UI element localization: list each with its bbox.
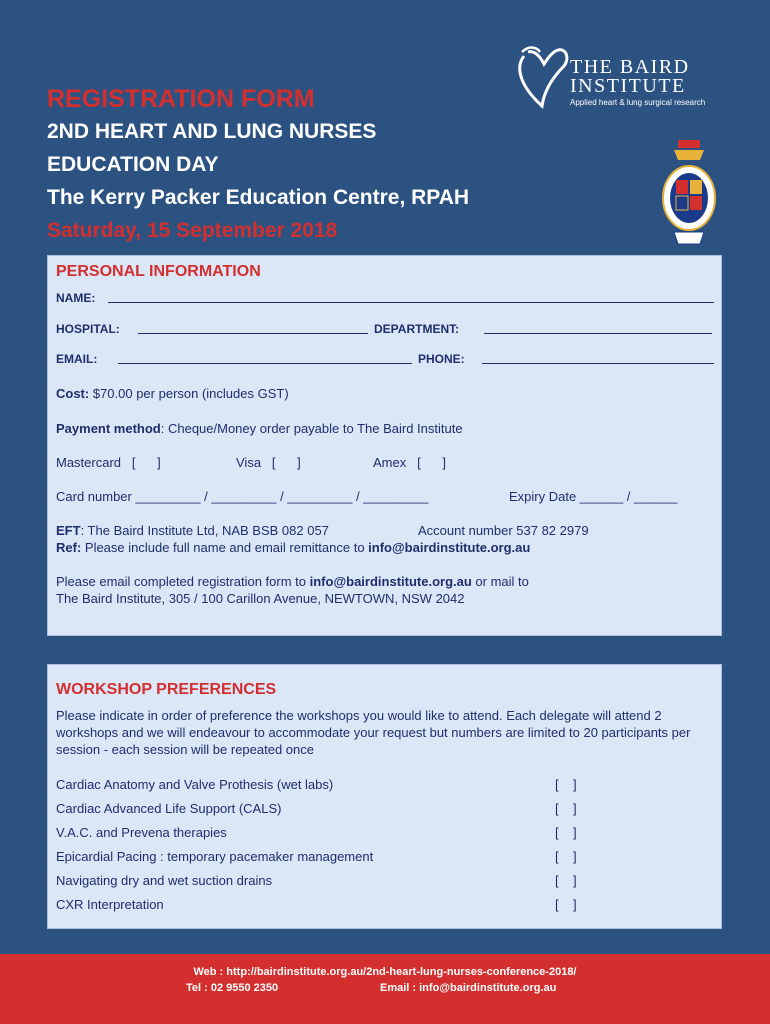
visa-checkbox[interactable]: Visa [ ]: [236, 455, 301, 470]
footer-email[interactable]: Email : info@bairdinstitute.org.au: [380, 982, 557, 994]
card-number-field[interactable]: Card number _________ / _________ / _________ / _________: [56, 489, 429, 504]
event-date: Saturday, 15 September 2018: [47, 219, 338, 242]
venue: The Kerry Packer Education Centre, RPAH: [47, 186, 470, 209]
workshop-item-label: Navigating dry and wet suction drains: [56, 873, 273, 888]
personal-information-section: [47, 255, 722, 636]
workshop-item-label: CXR Interpretation: [56, 897, 164, 912]
hospital-label: HOSPITAL:: [56, 322, 120, 336]
logo-tagline: Applied heart & lung surgical research: [570, 98, 706, 107]
name-field[interactable]: [108, 302, 714, 303]
coat-of-arms-icon: [660, 138, 718, 248]
cost-text: Cost: $70.00 per person (includes GST): [56, 386, 289, 401]
phone-field[interactable]: [482, 363, 714, 364]
heart-logo-icon: [514, 44, 572, 110]
workshop-item-checkbox[interactable]: [ ]: [555, 849, 577, 864]
eft-text: EFT: The Baird Institute Ltd, NAB BSB 082 057: [56, 523, 329, 538]
event-title-line1: 2ND HEART AND LUNG NURSES: [47, 120, 377, 143]
footer-web-link[interactable]: Web : http://bairdinstitute.org.au/2nd-heart-lung-nurses-conference-2018/: [193, 966, 577, 978]
mail-address: The Baird Institute, 305 / 100 Carillon Avenue, NEWTOWN, NSW 2042: [56, 591, 465, 606]
logo-name: THE BAIRD INSTITUTE: [570, 56, 690, 97]
event-title-line2: EDUCATION DAY: [47, 153, 219, 176]
payment-method-text: Payment method: Cheque/Money order payable to The Baird Institute: [56, 421, 463, 436]
phone-label: PHONE:: [418, 352, 465, 366]
registration-title: REGISTRATION FORM: [47, 85, 315, 113]
ref-text: Ref: Please include full name and email remittance to info@bairdinstitute.org.au: [56, 540, 531, 555]
workshop-item-checkbox[interactable]: [ ]: [555, 897, 577, 912]
workshop-item-label: Epicardial Pacing : temporary pacemaker management: [56, 849, 374, 864]
expiry-date-field[interactable]: Expiry Date ______ / ______: [509, 489, 678, 504]
amex-checkbox[interactable]: Amex [ ]: [373, 455, 446, 470]
name-label: NAME:: [56, 291, 96, 305]
workshop-item-checkbox[interactable]: [ ]: [555, 873, 577, 888]
workshop-item-checkbox[interactable]: [ ]: [555, 801, 577, 816]
workshop-intro: Please indicate in order of preference the workshops you would like to attend. Each delegate will attend 2 workshops and we will endeavour to accommodate your request but numbers are limited to 20 participants per session - each session will be repeated once: [56, 708, 691, 757]
workshop-item-label: Cardiac Advanced Life Support (CALS): [56, 801, 282, 816]
workshop-item-label: V.A.C. and Prevena therapies: [56, 825, 227, 840]
workshop-item-label: Cardiac Anatomy and Valve Prothesis (wet labs): [56, 777, 334, 792]
email-label: EMAIL:: [56, 352, 98, 366]
footer-telephone: Tel : 02 9550 2350: [186, 982, 279, 994]
footer: [0, 954, 770, 1024]
workshop-item-checkbox[interactable]: [ ]: [555, 777, 577, 792]
personal-information-title: PERSONAL INFORMATION: [56, 263, 261, 280]
workshop-item-checkbox[interactable]: [ ]: [555, 825, 577, 840]
mastercard-checkbox[interactable]: Mastercard [ ]: [56, 455, 161, 470]
account-number: Account number 537 82 2979: [418, 523, 589, 538]
workshop-preferences-section: [47, 664, 722, 929]
department-label: DEPARTMENT:: [374, 322, 460, 336]
baird-institute-logo: [514, 44, 719, 116]
hospital-field[interactable]: [138, 333, 368, 334]
mail-instructions: Please email completed registration form to info@bairdinstitute.org.au or mail to: [56, 574, 529, 589]
workshop-preferences-title: WORKSHOP PREFERENCES: [56, 681, 277, 698]
department-field[interactable]: [484, 333, 712, 334]
email-field[interactable]: [118, 363, 412, 364]
